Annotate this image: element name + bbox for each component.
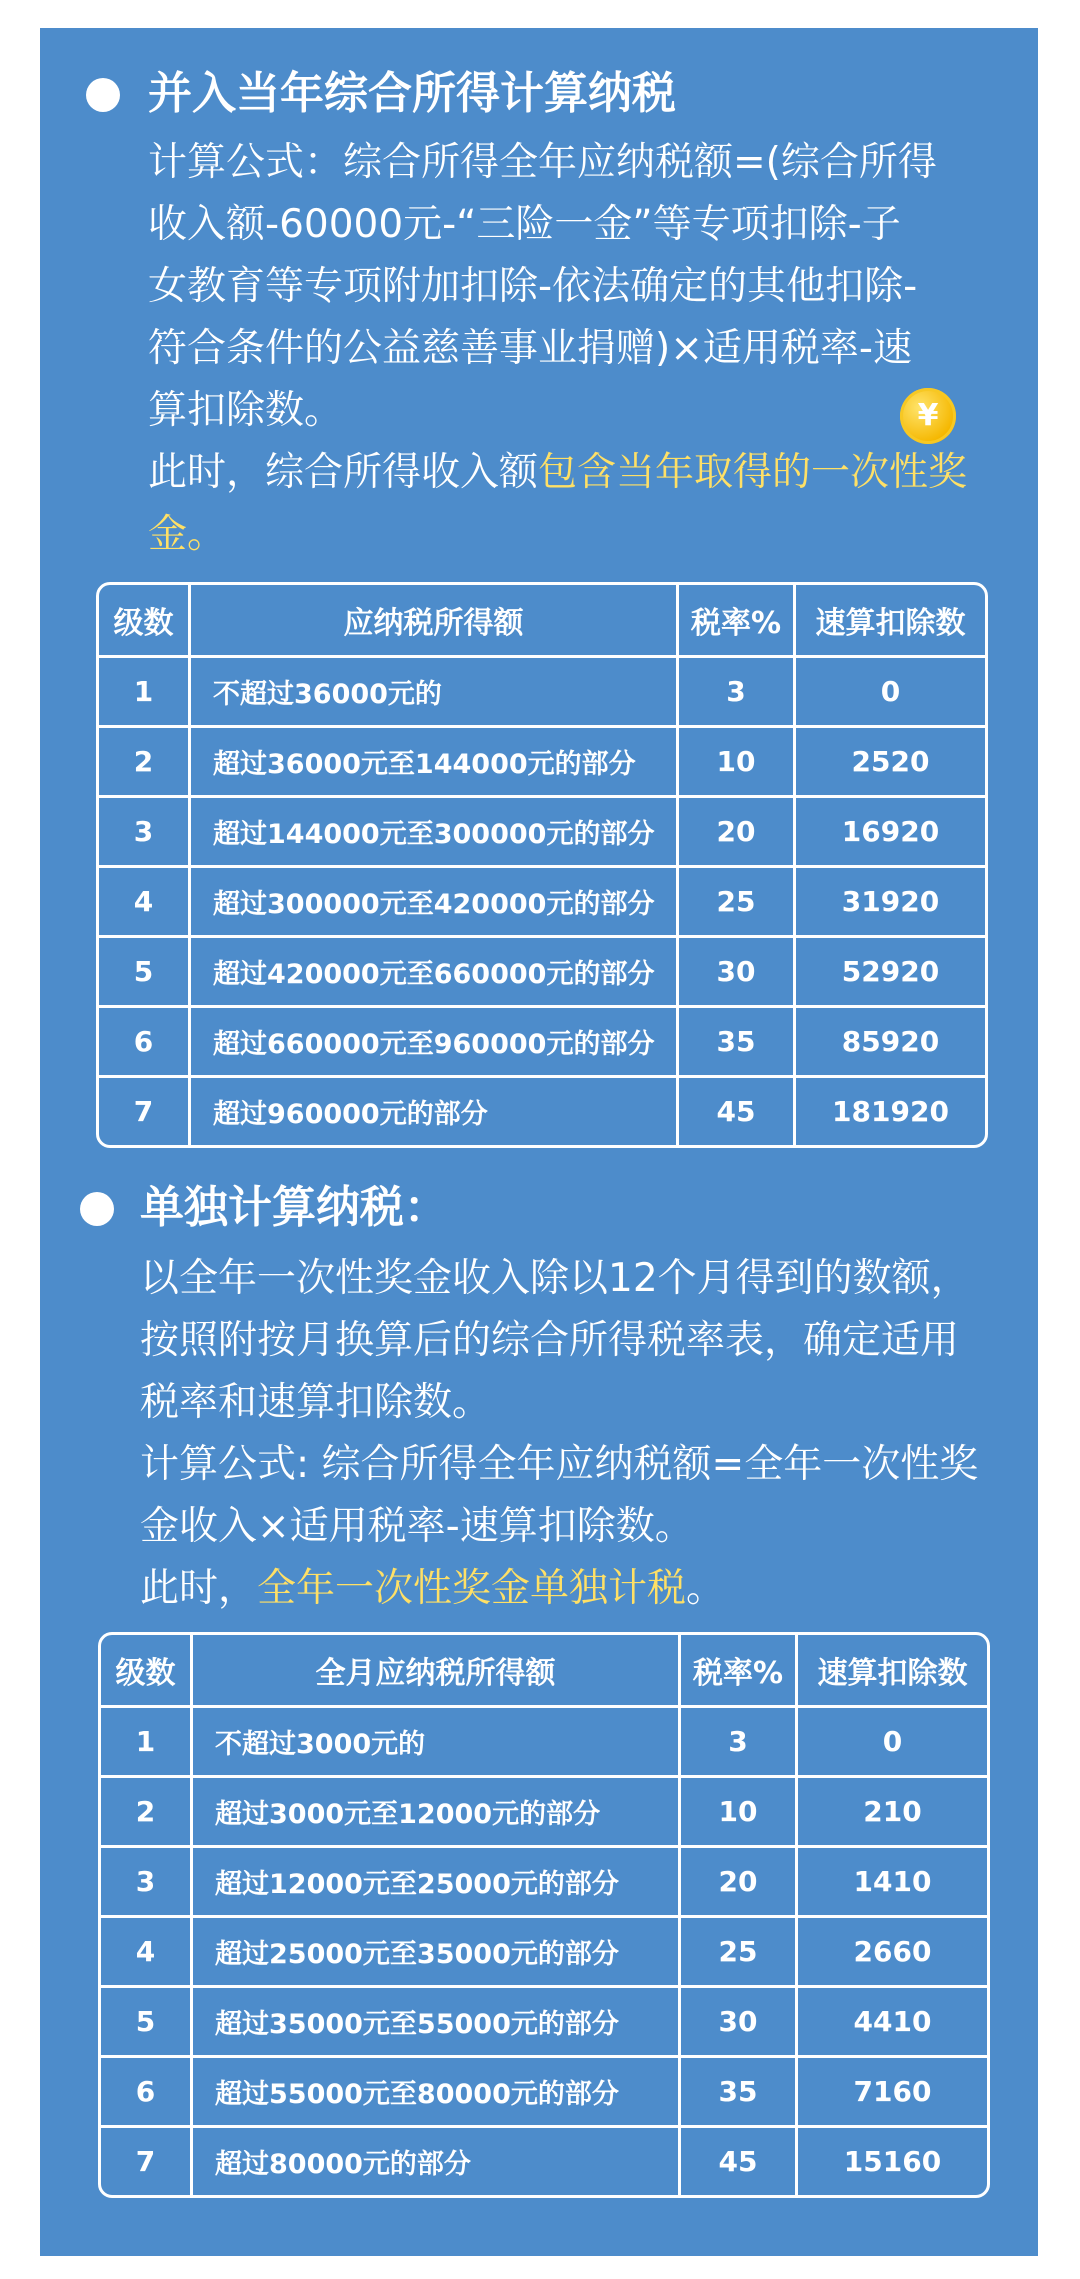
cell-deduction: 52920	[796, 938, 985, 1008]
section1-note-cont	[148, 504, 1028, 566]
cell-rate: 20	[681, 1848, 798, 1918]
cell-level: 7	[101, 2128, 193, 2195]
table-row	[99, 1078, 985, 1145]
header-rate: 税率%	[679, 585, 796, 658]
formula-line: 女教育等专项附加扣除-依法确定的其他扣除-	[148, 264, 918, 309]
note-prefix: 此时，综合所得收入额	[148, 450, 539, 495]
table-row	[99, 728, 985, 798]
desc-line: 税率和速算扣除数。	[140, 1380, 492, 1425]
desc-line: 以全年一次性奖金收入除以12个月得到的数额，	[140, 1256, 970, 1301]
cell-deduction: 2660	[798, 1918, 987, 1988]
cell-rate: 20	[679, 798, 796, 868]
cell-income: 超过420000元至660000元的部分	[191, 938, 679, 1008]
cell-rate: 25	[679, 868, 796, 938]
cell-income: 超过144000元至300000元的部分	[191, 798, 679, 868]
cell-income: 不超过3000元的	[193, 1708, 681, 1778]
cell-rate: 45	[679, 1078, 796, 1145]
cell-level: 6	[99, 1008, 191, 1078]
cell-income: 超过3000元至12000元的部分	[193, 1778, 681, 1848]
cell-level: 2	[99, 728, 191, 798]
cell-level: 5	[101, 1988, 193, 2058]
cell-rate: 10	[679, 728, 796, 798]
formula-line: 计算公式：综合所得全年应纳税额=(综合所得	[148, 140, 937, 185]
formula-line: 算扣除数。	[148, 388, 344, 433]
cell-rate: 30	[681, 1988, 798, 2058]
cell-deduction: 210	[798, 1778, 987, 1848]
table-row	[101, 1988, 987, 2058]
cell-income: 超过80000元的部分	[193, 2128, 681, 2195]
cell-deduction: 16920	[796, 798, 985, 868]
cell-level: 1	[101, 1708, 193, 1778]
cell-rate: 35	[681, 2058, 798, 2128]
table-row	[101, 1918, 987, 1988]
table-row	[99, 798, 985, 868]
cell-rate: 45	[681, 2128, 798, 2195]
cell-deduction: 7160	[798, 2058, 987, 2128]
bullet-icon	[80, 1192, 114, 1226]
cell-rate: 30	[679, 938, 796, 1008]
header-level: 级数	[101, 1635, 193, 1708]
note-suffix: 。	[686, 1566, 726, 1611]
table-row	[99, 868, 985, 938]
cell-deduction: 2520	[796, 728, 985, 798]
section2-description	[140, 1248, 1030, 1620]
cell-income: 超过25000元至35000元的部分	[193, 1918, 681, 1988]
cell-level: 1	[99, 658, 191, 728]
table-row	[101, 2128, 987, 2195]
section1-heading: 并入当年综合所得计算纳税	[148, 68, 676, 119]
formula-line: 符合条件的公益慈善事业捐赠)×适用税率-速	[148, 326, 912, 371]
cell-level: 4	[99, 868, 191, 938]
cell-deduction: 31920	[796, 868, 985, 938]
cell-level: 6	[101, 2058, 193, 2128]
note-prefix: 此时，	[140, 1566, 258, 1611]
cell-deduction: 181920	[832, 1095, 949, 1128]
cell-income: 超过300000元至420000元的部分	[191, 868, 679, 938]
section2-note	[140, 1558, 1030, 1620]
cell-level: 7	[99, 1078, 191, 1145]
note-highlight: 全年一次性奖金单独计税	[257, 1566, 687, 1611]
cell-income: 超过12000元至25000元的部分	[193, 1848, 681, 1918]
cell-income: 超过55000元至80000元的部分	[193, 2058, 681, 2128]
desc-line: 按照附按月换算后的综合所得税率表，确定适用	[140, 1318, 960, 1363]
note-highlight: 金。	[148, 512, 227, 557]
table-header-row	[99, 585, 985, 658]
table-row	[101, 1848, 987, 1918]
cell-income: 超过660000元至960000元的部分	[191, 1008, 679, 1078]
cell-income: 超过35000元至55000元的部分	[193, 1988, 681, 2058]
yuan-coin-icon: ¥	[900, 388, 956, 444]
cell-deduction: 4410	[798, 1988, 987, 2058]
cell-rate: 3	[681, 1708, 798, 1778]
desc-line: 计算公式: 综合所得全年应纳税额=全年一次性奖	[140, 1442, 979, 1487]
table-row	[99, 1008, 985, 1078]
tax-table-monthly	[98, 1632, 990, 2198]
table-row	[99, 658, 985, 728]
desc-line: 金收入×适用税率-速算扣除数。	[140, 1504, 694, 1549]
cell-level: 5	[99, 938, 191, 1008]
cell-rate: 35	[679, 1008, 796, 1078]
table-row	[99, 938, 985, 1008]
header-rate: 税率%	[681, 1635, 798, 1708]
header-income: 应纳税所得额	[191, 585, 679, 658]
cell-level: 4	[101, 1918, 193, 1988]
bullet-icon	[86, 78, 120, 112]
cell-income: 超过36000元至144000元的部分	[191, 728, 679, 798]
cell-deduction: 15160	[843, 2145, 942, 2178]
cell-rate: 25	[681, 1918, 798, 1988]
cell-deduction: 85920	[796, 1008, 985, 1078]
note-highlight: 包含当年取得的一次性奖	[538, 450, 968, 495]
cell-income: 超过960000元的部分	[191, 1078, 679, 1145]
cell-level: 3	[101, 1848, 193, 1918]
cell-rate: 10	[681, 1778, 798, 1848]
section1-note	[148, 442, 1028, 504]
table-header-row	[101, 1635, 987, 1708]
cell-deduction: 0	[796, 658, 985, 728]
table-row	[101, 1778, 987, 1848]
header-deduction: 速算扣除数	[796, 585, 985, 658]
cell-deduction: 0	[798, 1708, 987, 1778]
formula-line: 收入额-60000元-“三险一金”等专项扣除-子	[148, 202, 901, 247]
cell-level: 2	[101, 1778, 193, 1848]
table-row	[101, 2058, 987, 2128]
content-card	[40, 28, 1038, 2256]
section1-formula	[148, 132, 1028, 566]
section2-heading: 单独计算纳税：	[140, 1182, 448, 1233]
tax-table-annual	[96, 582, 988, 1148]
cell-income: 不超过36000元的	[191, 658, 679, 728]
header-level: 级数	[99, 585, 191, 658]
cell-deduction: 1410	[798, 1848, 987, 1918]
header-income: 全月应纳税所得额	[193, 1635, 681, 1708]
cell-level: 3	[99, 798, 191, 868]
cell-rate: 3	[679, 658, 796, 728]
table-row	[101, 1708, 987, 1778]
header-deduction: 速算扣除数	[798, 1635, 987, 1708]
